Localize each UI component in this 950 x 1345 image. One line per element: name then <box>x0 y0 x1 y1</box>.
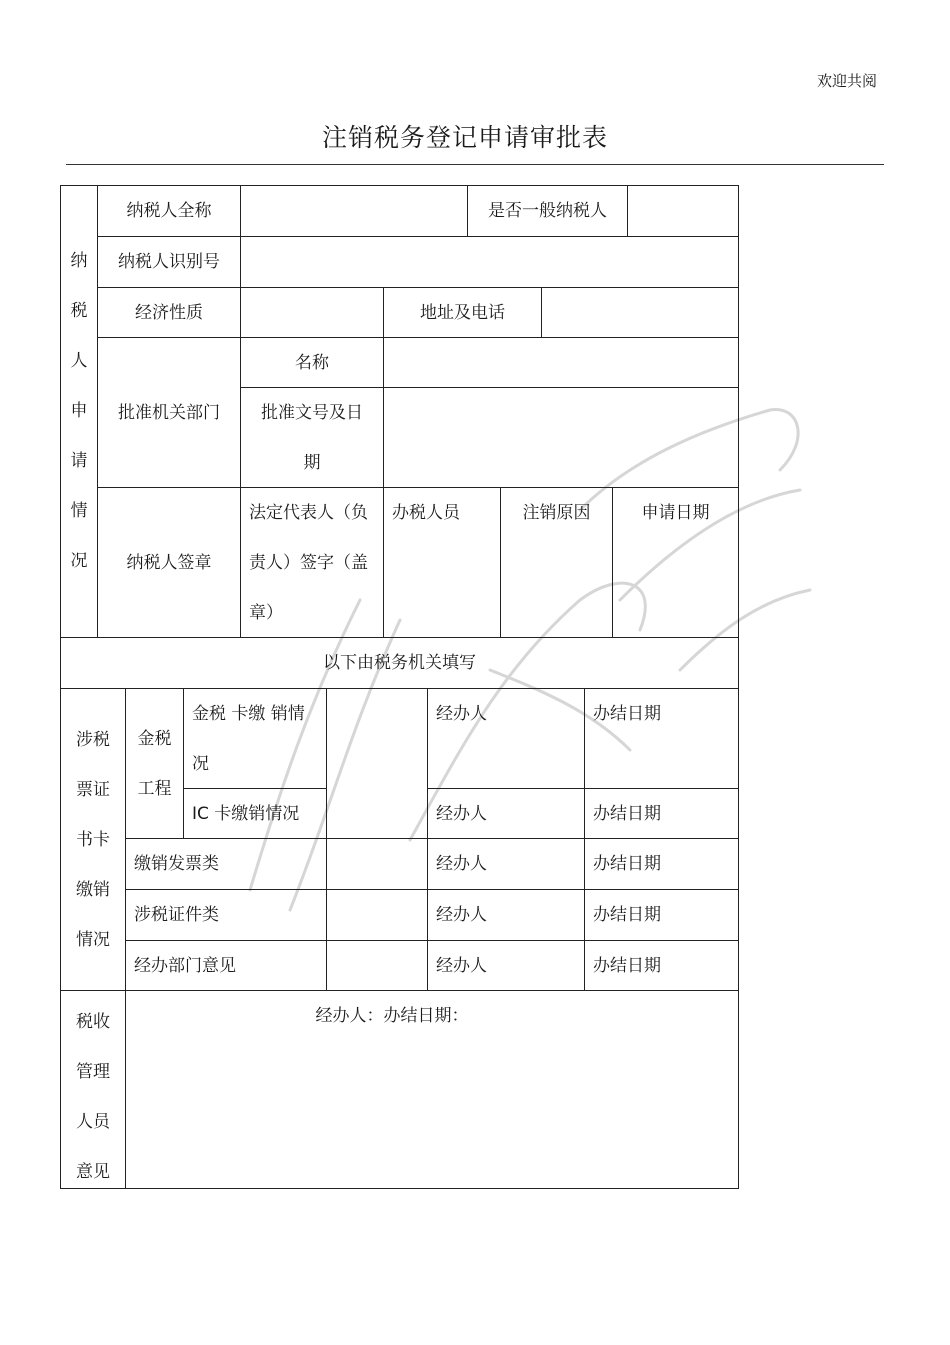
section-line: 涉税 <box>76 730 110 750</box>
final-signoff-line: 经办人：办结日期： <box>315 1006 469 1026</box>
approval-doc-line: 期 <box>303 453 321 473</box>
section-line: 情况 <box>76 930 110 950</box>
tax-admin-opinion-field[interactable] <box>126 991 738 1188</box>
page-title: 注销税务登记申请审批表 <box>321 123 608 152</box>
title-divider <box>66 164 884 165</box>
golden-tax-line: 工程 <box>137 779 172 799</box>
tax-staff-cell[interactable] <box>384 488 501 638</box>
taxpayer-name-field[interactable] <box>241 186 468 237</box>
section-char: 请 <box>70 451 88 471</box>
legal-rep-line: 法定代表人（负 <box>249 503 368 523</box>
dept-opinion-label: 经办部门意见 <box>126 941 327 991</box>
golden-card-field[interactable] <box>327 689 428 839</box>
tax-cert-finish-date[interactable]: 办结日期 <box>585 890 738 941</box>
approval-doc-label <box>241 388 384 488</box>
cancel-reason-label: 注销原因 <box>522 503 591 523</box>
golden-card-handler[interactable]: 经办人 <box>428 689 585 789</box>
invoice-field[interactable] <box>327 839 428 890</box>
tax-cert-field[interactable] <box>327 890 428 941</box>
section-char: 税 <box>70 301 88 321</box>
legal-rep-line: 章） <box>249 603 283 623</box>
ic-card-label: IC 卡缴销情况 <box>184 789 327 839</box>
section-line: 意见 <box>76 1162 110 1182</box>
section-char: 情 <box>70 501 88 521</box>
general-taxpayer-field[interactable] <box>628 186 738 237</box>
section-char: 申 <box>70 401 88 421</box>
taxpayer-name-label: 纳税人全称 <box>98 186 241 237</box>
taxpayer-id-field[interactable] <box>241 237 738 288</box>
invoice-finish-date[interactable]: 办结日期 <box>585 839 738 890</box>
taxpayer-id-label: 纳税人识别号 <box>98 237 241 288</box>
approval-name-label: 名称 <box>241 338 384 388</box>
tax-staff-label: 办税人员 <box>392 503 460 523</box>
section-line: 票证 <box>76 780 110 800</box>
ic-card-handler[interactable]: 经办人 <box>428 789 585 839</box>
invoice-handler[interactable]: 经办人 <box>428 839 585 890</box>
general-taxpayer-label: 是否一般纳税人 <box>468 186 628 237</box>
tax-cert-label: 涉税证件类 <box>126 890 327 941</box>
address-phone-label: 地址及电话 <box>384 288 542 338</box>
golden-card-line: 金税 卡缴 销情 <box>192 704 305 724</box>
golden-tax-line: 金税 <box>137 729 172 749</box>
section-ticket-label <box>61 689 126 991</box>
cancel-reason-cell[interactable] <box>501 488 613 638</box>
dept-opinion-field[interactable] <box>327 941 428 991</box>
ic-card-finish-date[interactable]: 办结日期 <box>585 789 738 839</box>
approval-dept-label: 批准机关部门 <box>98 338 241 488</box>
section-char: 人 <box>70 351 88 371</box>
section-char: 纳 <box>70 251 88 271</box>
application-form <box>60 185 739 1189</box>
header-note: 欢迎共阅 <box>816 72 877 90</box>
section-tax-admin-label <box>61 991 126 1188</box>
tax-cert-handler[interactable]: 经办人 <box>428 890 585 941</box>
section-line: 书卡 <box>76 830 110 850</box>
address-phone-field[interactable] <box>542 288 738 338</box>
approval-name-field[interactable] <box>384 338 738 388</box>
dept-opinion-handler[interactable]: 经办人 <box>428 941 585 991</box>
approval-doc-line: 批准文号及日 <box>261 403 363 423</box>
invoice-label: 缴销发票类 <box>126 839 327 890</box>
section-applicant-label <box>61 186 98 638</box>
golden-tax-label <box>126 689 184 839</box>
apply-date-label: 申请日期 <box>641 503 710 523</box>
economic-nature-field[interactable] <box>241 288 384 338</box>
tax-office-fill-heading: 以下由税务机关填写 <box>61 638 738 689</box>
economic-nature-label: 经济性质 <box>98 288 241 338</box>
taxpayer-seal-label: 纳税人签章 <box>98 488 241 638</box>
golden-card-label <box>184 689 327 789</box>
section-char: 况 <box>70 551 88 571</box>
section-line: 人员 <box>76 1112 110 1132</box>
section-line: 税收 <box>76 1012 110 1032</box>
legal-rep-line: 责人）签字（盖 <box>249 553 368 573</box>
section-line: 管理 <box>76 1062 110 1082</box>
golden-card-finish-date[interactable]: 办结日期 <box>585 689 738 789</box>
section-line: 缴销 <box>76 880 110 900</box>
apply-date-cell[interactable] <box>613 488 738 638</box>
golden-card-line: 况 <box>192 754 209 774</box>
approval-doc-field[interactable] <box>384 388 738 488</box>
dept-opinion-finish-date[interactable]: 办结日期 <box>585 941 738 991</box>
legal-rep-signature-cell[interactable] <box>241 488 384 638</box>
